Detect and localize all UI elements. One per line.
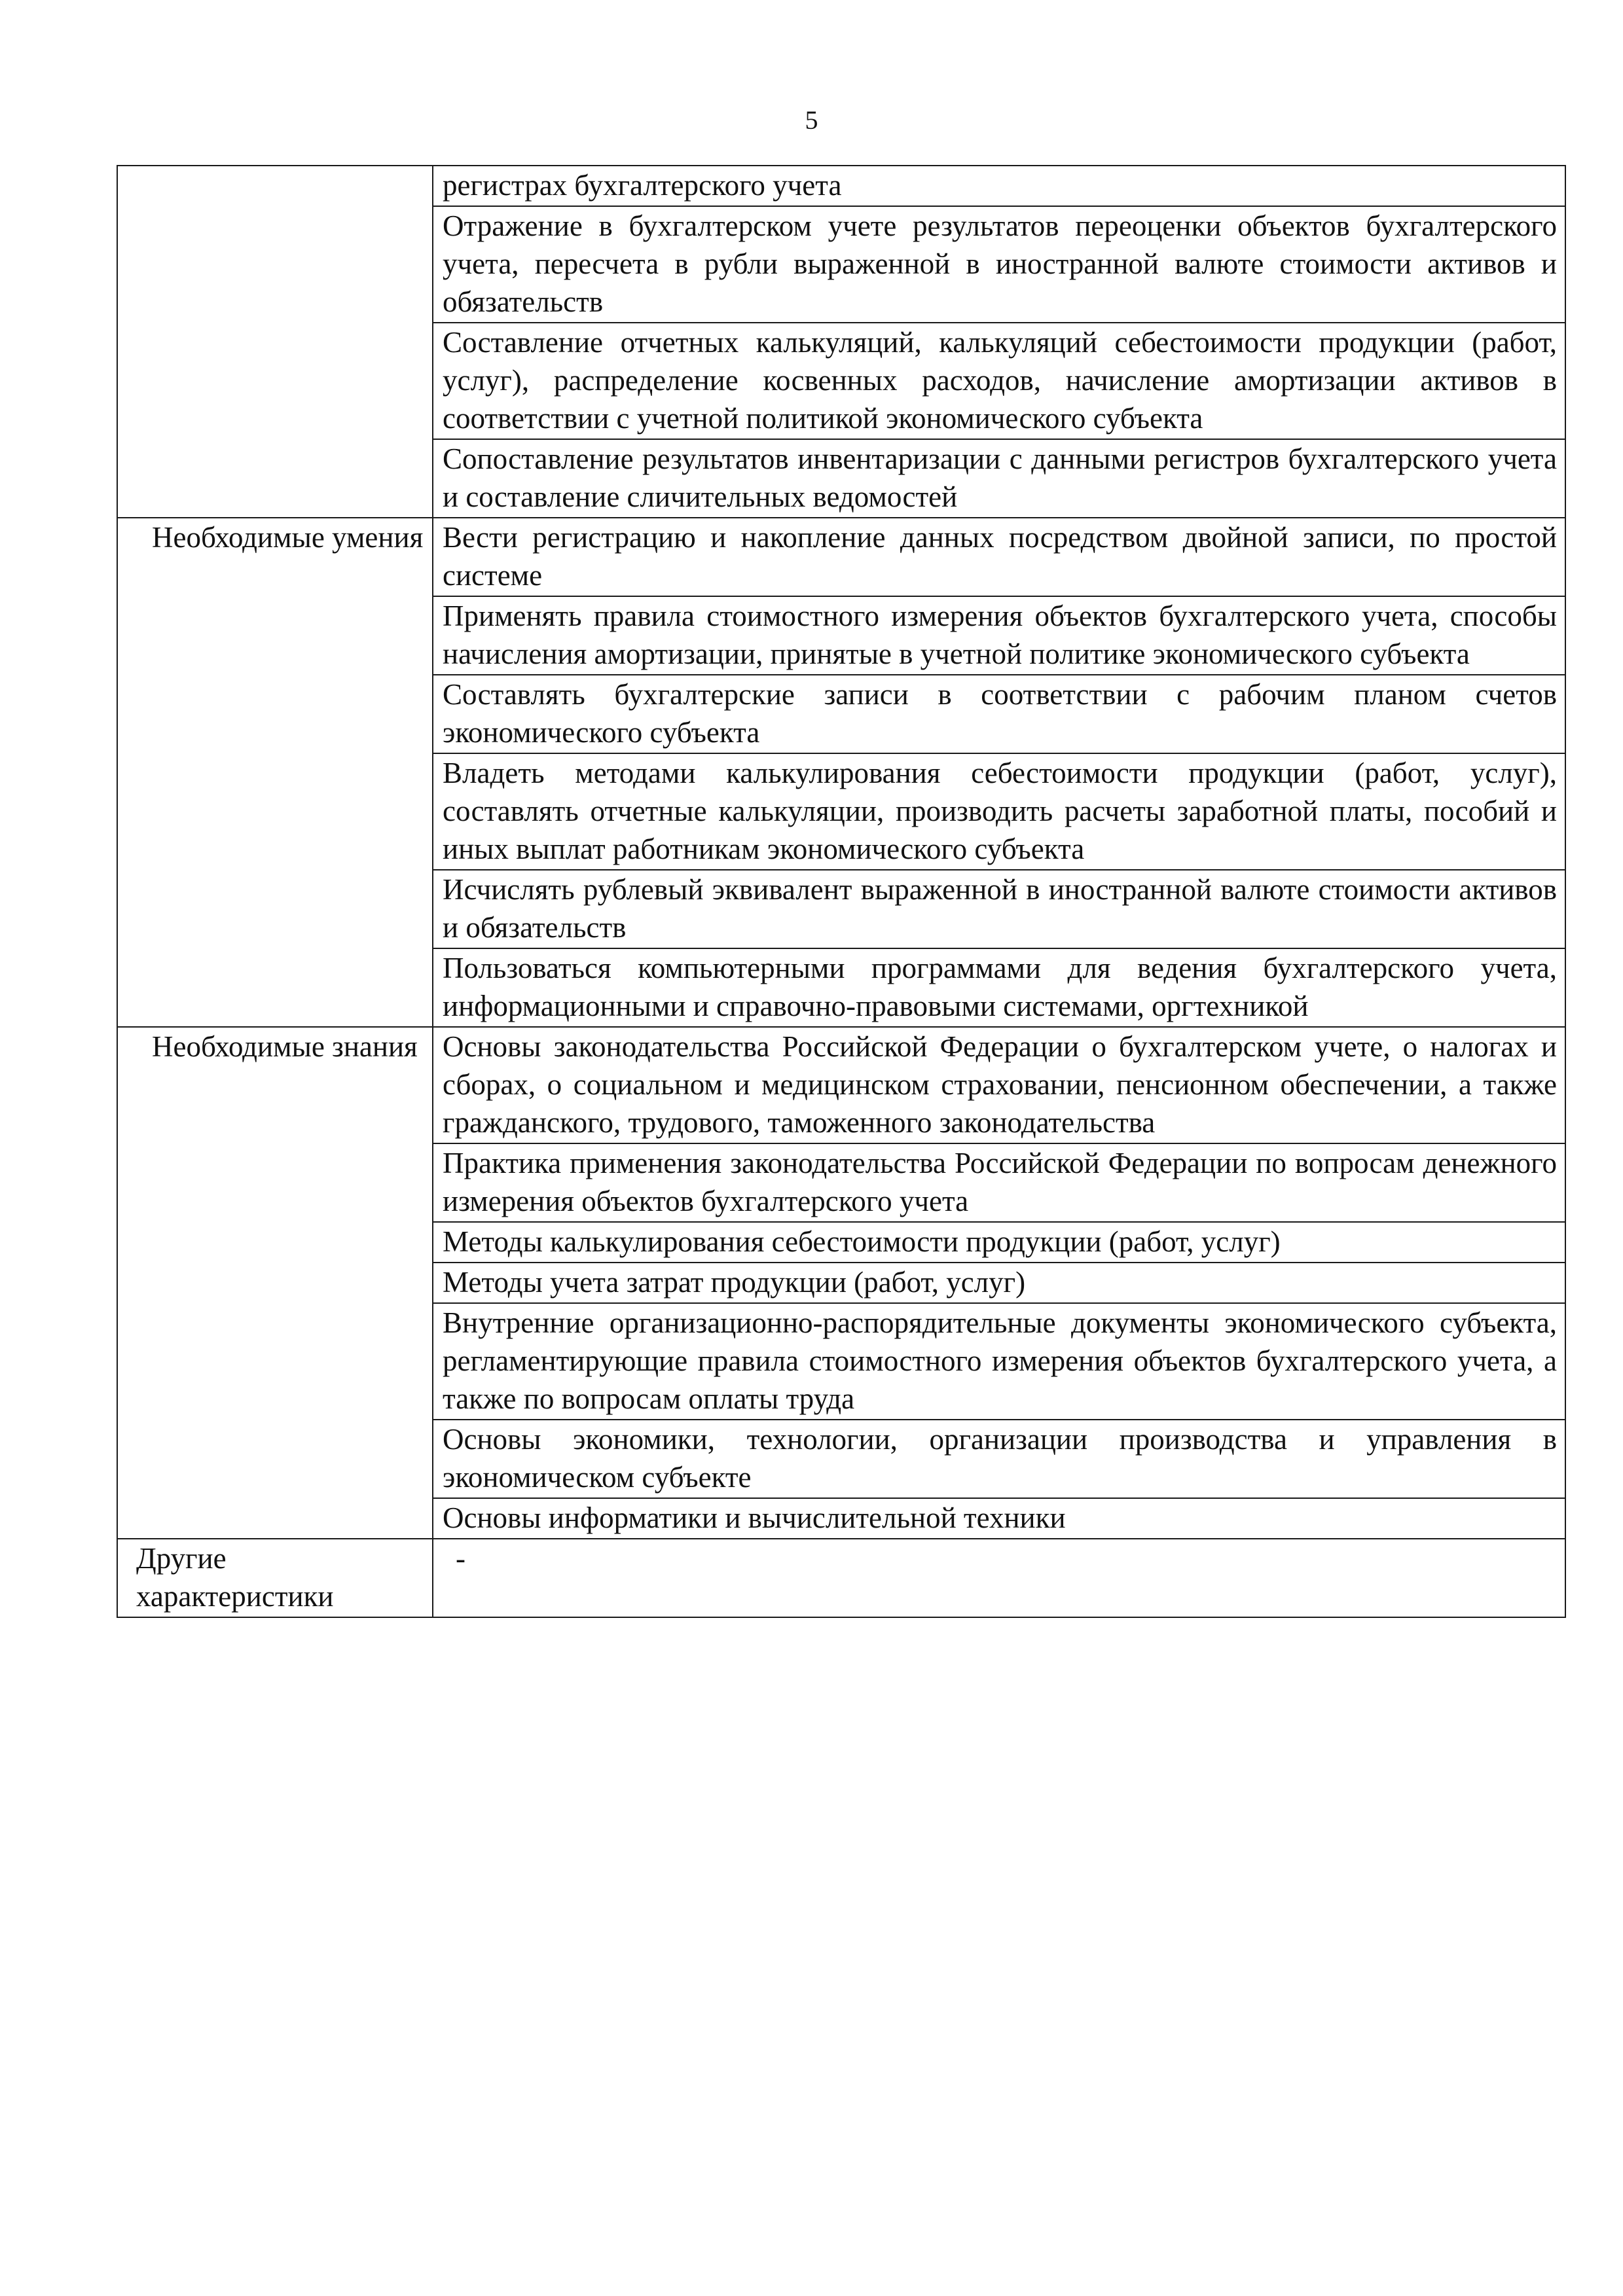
table-cell: Основы экономики, технологии, организации производства и управления в экономическом субъекте <box>433 1420 1565 1498</box>
requirements-table <box>117 165 1566 1618</box>
row-label-skills: Необходимые умения <box>117 518 433 1027</box>
table-cell: Основы информатики и вычислительной техники <box>433 1498 1565 1539</box>
row-label-other: Другие характеристики <box>117 1539 433 1617</box>
table-cell: Владеть методами калькулирования себестоимости продукции (работ, услуг), составлять отчетные калькуляции, производить расчеты заработной платы, пособий и иных выплат работникам экономического субъекта <box>433 753 1565 870</box>
table-cell: Сопоставление результатов инвентаризации с данными регистров бухгалтерского учета и составление сличительных ведомостей <box>433 439 1565 518</box>
table-row <box>117 1027 1565 1143</box>
table-cell: регистрах бухгалтерского учета <box>433 166 1565 206</box>
table-cell: Отражение в бухгалтерском учете результатов переоценки объектов бухгалтерского учета, пересчета в рубли выраженной в иностранной валюте стоимости активов и обязательств <box>433 206 1565 323</box>
page-number: 5 <box>805 105 818 135</box>
table-cell: - <box>433 1539 1565 1583</box>
table-row <box>117 1539 1565 1583</box>
table-cell: Применять правила стоимостного измерения объектов бухгалтерского учета, способы начисления амортизации, принятые в учетной политике экономического субъекта <box>433 596 1565 675</box>
table-cell: Внутренние организационно-распорядительные документы экономического субъекта, регламентирующие правила стоимостного измерения объектов бухгалтерского учета, а также по вопросам оплаты труда <box>433 1303 1565 1420</box>
table-row <box>117 166 1565 206</box>
table-cell: Основы законодательства Российской Федерации о бухгалтерском учете, о налогах и сборах, о социальном и медицинском страховании, пенсионном обеспечении, а также гражданского, трудового, таможенного законодательства <box>433 1027 1565 1143</box>
row-label <box>117 166 433 518</box>
table-cell: Вести регистрацию и накопление данных посредством двойной записи, по простой системе <box>433 518 1565 596</box>
table-cell: Методы учета затрат продукции (работ, услуг) <box>433 1263 1565 1303</box>
table-cell: Исчислять рублевый эквивалент выраженной в иностранной валюте стоимости активов и обязательств <box>433 870 1565 948</box>
table-row <box>117 518 1565 596</box>
table-cell: Методы калькулирования себестоимости продукции (работ, услуг) <box>433 1222 1565 1263</box>
table-cell-empty <box>433 1583 1565 1617</box>
row-label-knowledge: Необходимые знания <box>117 1027 433 1539</box>
table-cell: Практика применения законодательства Российской Федерации по вопросам денежного измерения объектов бухгалтерского учета <box>433 1143 1565 1222</box>
table-cell: Составление отчетных калькуляций, калькуляций себестоимости продукции (работ, услуг), распределение косвенных расходов, начисление амортизации активов в соответствии с учетной политикой экономического субъекта <box>433 323 1565 439</box>
table-cell: Пользоваться компьютерными программами для ведения бухгалтерского учета, информационными и справочно-правовыми системами, оргтехникой <box>433 948 1565 1027</box>
table-cell: Составлять бухгалтерские записи в соответствии с рабочим планом счетов экономического субъекта <box>433 675 1565 753</box>
